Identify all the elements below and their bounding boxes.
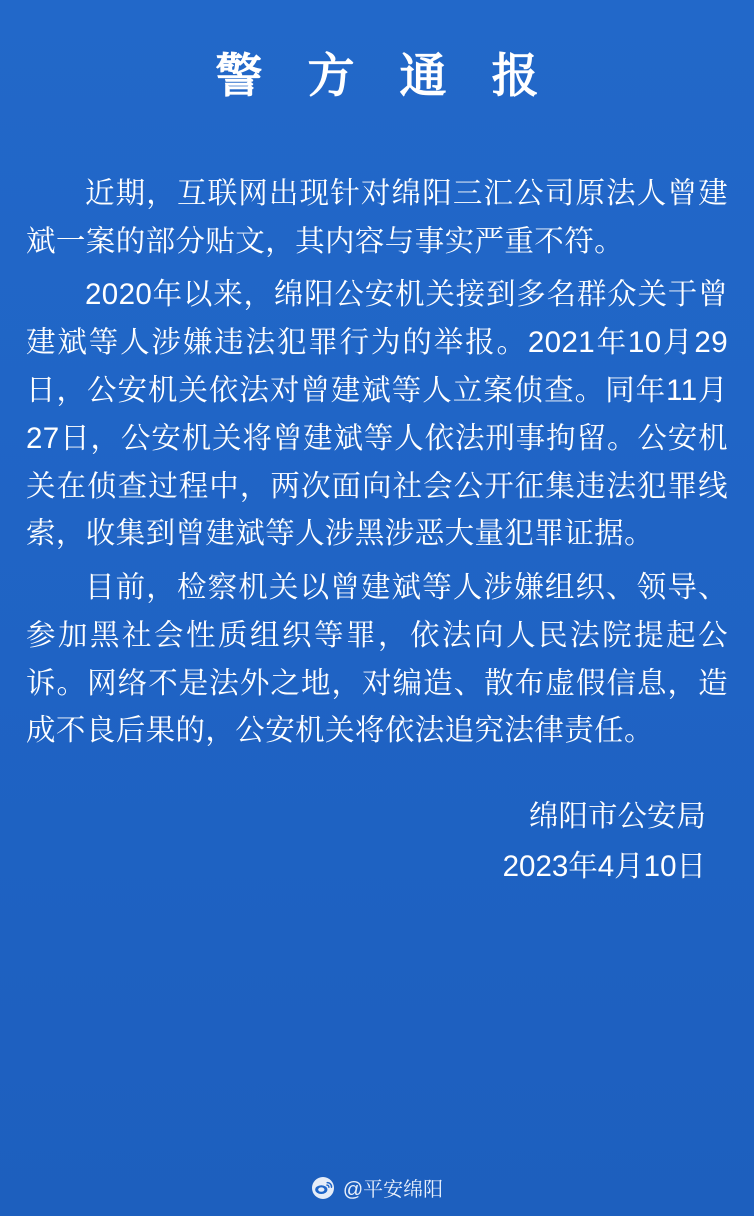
weibo-icon (311, 1176, 335, 1200)
notice-body (26, 170, 728, 761)
layout-spacer (0, 891, 754, 1216)
page-title: 警 方 通 报 (215, 49, 555, 102)
signer-name: 绵阳市公安局 (528, 800, 706, 834)
notice-paragraph: 2020年以来，绵阳公安机关接到多名群众关于曾建斌等人涉嫌违法犯罪行为的举报。2021年10月29日，公安机关依法对曾建斌等人立案侦查。同年11月27日，公安机关将曾建斌等人依法刑事拘留。公安机关在侦查过程中，两次面向社会公开征集违法犯罪线索，收集到曾建斌等人涉黑涉恶大量犯罪证据。 (26, 278, 728, 551)
notice-paragraph: 近期，互联网出现针对绵阳三汇公司原法人曾建斌一案的部分贴文，其内容与事实严重不符。 (26, 176, 728, 258)
footer-attribution (0, 1173, 754, 1202)
signature-date: 2023年4月10日 (502, 850, 706, 884)
footer-account-name: @平安绵阳 (342, 1179, 444, 1201)
notice-signature (0, 791, 706, 891)
notice-paragraph: 目前，检察机关以曾建斌等人涉嫌组织、领导、参加黑社会性质组织等罪，依法向人民法院提起公诉。网络不是法外之地，对编造、散布虚假信息，造成不良后果的，公安机关将依法追究法律责任。 (26, 571, 728, 748)
